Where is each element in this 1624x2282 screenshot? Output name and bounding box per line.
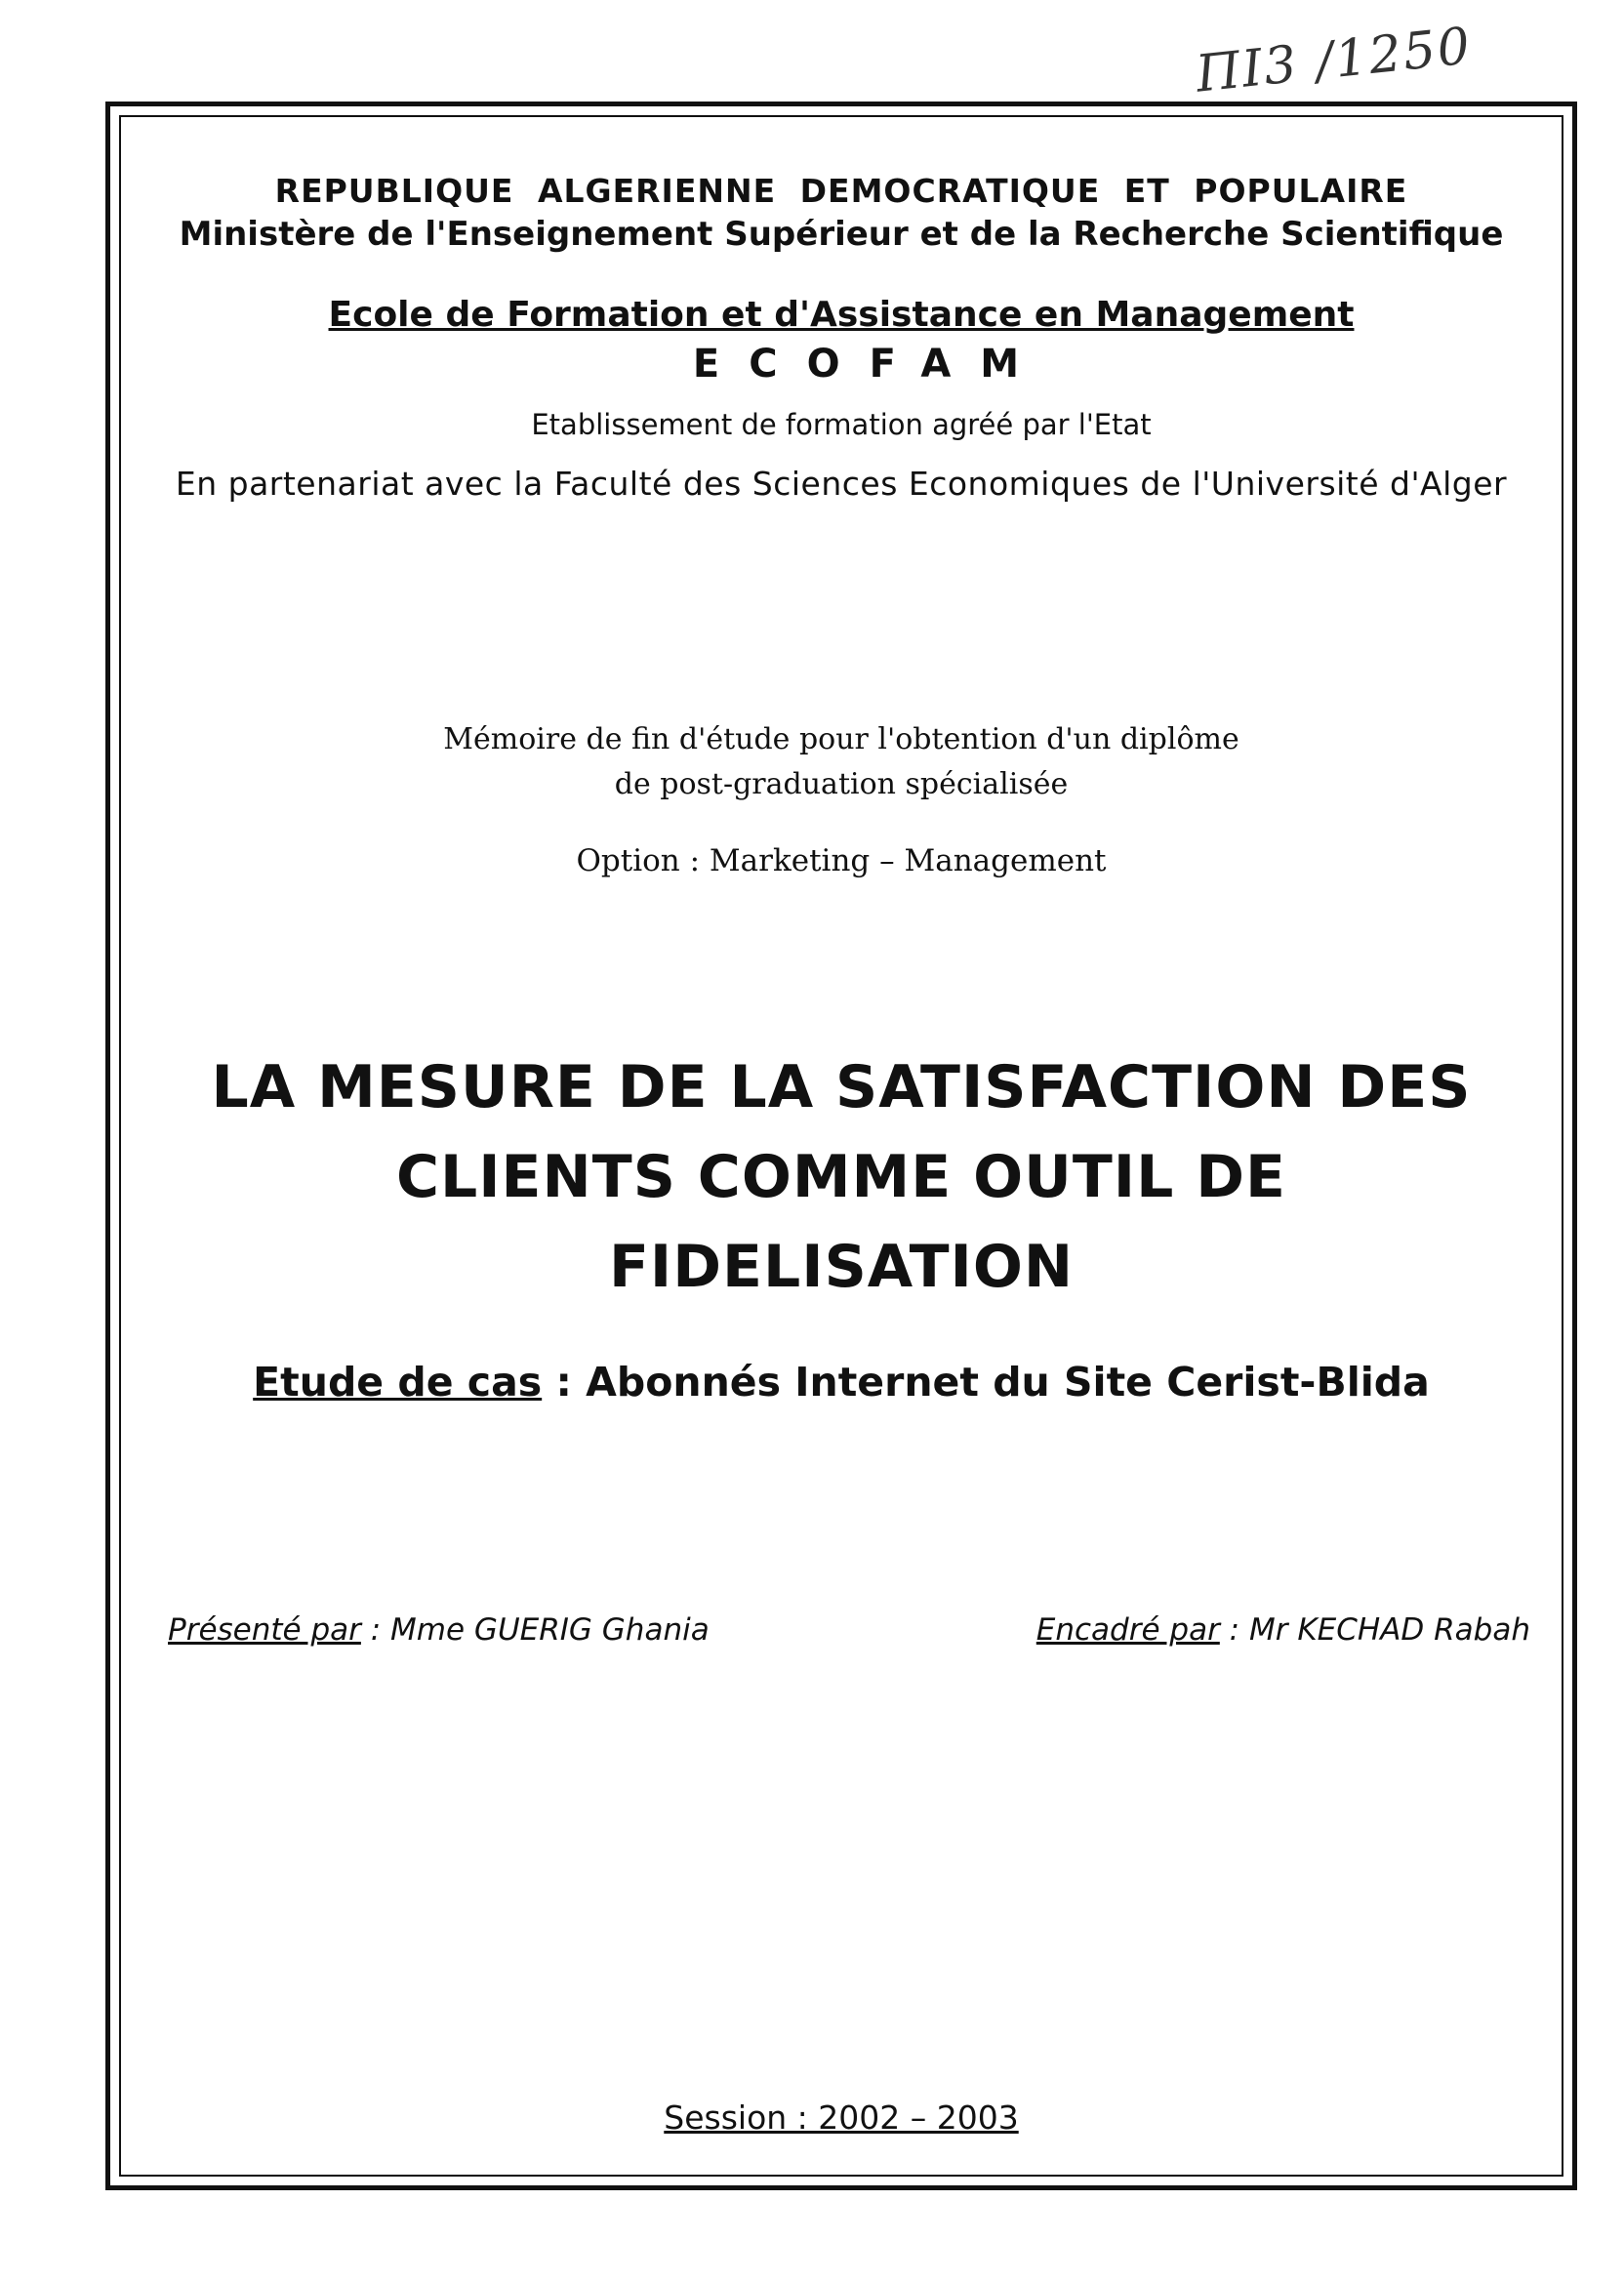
ministry-heading: Ministère de l'Enseignement Supérieur et de la Recherche Scientifique bbox=[179, 215, 1504, 254]
presented-by-name: Mme GUERIG Ghania bbox=[390, 1612, 710, 1648]
case-study-label: Etude de cas bbox=[253, 1359, 543, 1406]
presented-by-separator: : bbox=[360, 1612, 391, 1648]
option-line: Option : Marketing – Management bbox=[576, 843, 1107, 878]
school-acronym: ECOFAM bbox=[692, 342, 1049, 387]
thesis-title-line-2: CLIENTS COMME OUTIL DE bbox=[395, 1143, 1287, 1211]
supervised-by bbox=[1036, 1612, 1530, 1648]
memoire-line-1: Mémoire de fin d'étude pour l'obtention d'un diplôme bbox=[443, 722, 1239, 756]
session-text: Session : 2002 – 2003 bbox=[664, 2099, 1019, 2137]
presented-by bbox=[168, 1612, 710, 1648]
partnership-note: En partenariat avec la Faculté des Sciences Economiques de l'Université d'Alger bbox=[175, 465, 1508, 503]
thesis-title-line-1: LA MESURE DE LA SATISFACTION DES bbox=[211, 1053, 1472, 1121]
case-study-text: Abonnés Internet du Site Cerist-Blida bbox=[586, 1359, 1430, 1406]
thesis-title bbox=[127, 1042, 1556, 1312]
presented-by-label: Présenté par bbox=[168, 1612, 361, 1648]
accreditation-note: Etablissement de formation agréé par l'Etat bbox=[531, 408, 1152, 441]
supervised-by-separator: : bbox=[1219, 1612, 1249, 1648]
thesis-title-line-3: FIDELISATION bbox=[608, 1233, 1075, 1301]
memoire-line-2: de post-graduation spécialisée bbox=[614, 767, 1069, 801]
session-line bbox=[127, 2099, 1556, 2137]
case-study-line bbox=[127, 1359, 1556, 1406]
supervised-by-name: Mr KECHAD Rabah bbox=[1248, 1612, 1530, 1648]
republic-heading: REPUBLIQUE ALGERIENNE DEMOCRATIQUE ET POPULAIRE bbox=[274, 172, 1408, 210]
handwritten-reference-note: ΠΙ3 /1250 bbox=[1193, 17, 1475, 104]
supervised-by-label: Encadré par bbox=[1035, 1612, 1220, 1648]
case-study-separator: : bbox=[542, 1359, 587, 1406]
school-name: Ecole de Formation et d'Assistance en Management bbox=[328, 295, 1355, 335]
